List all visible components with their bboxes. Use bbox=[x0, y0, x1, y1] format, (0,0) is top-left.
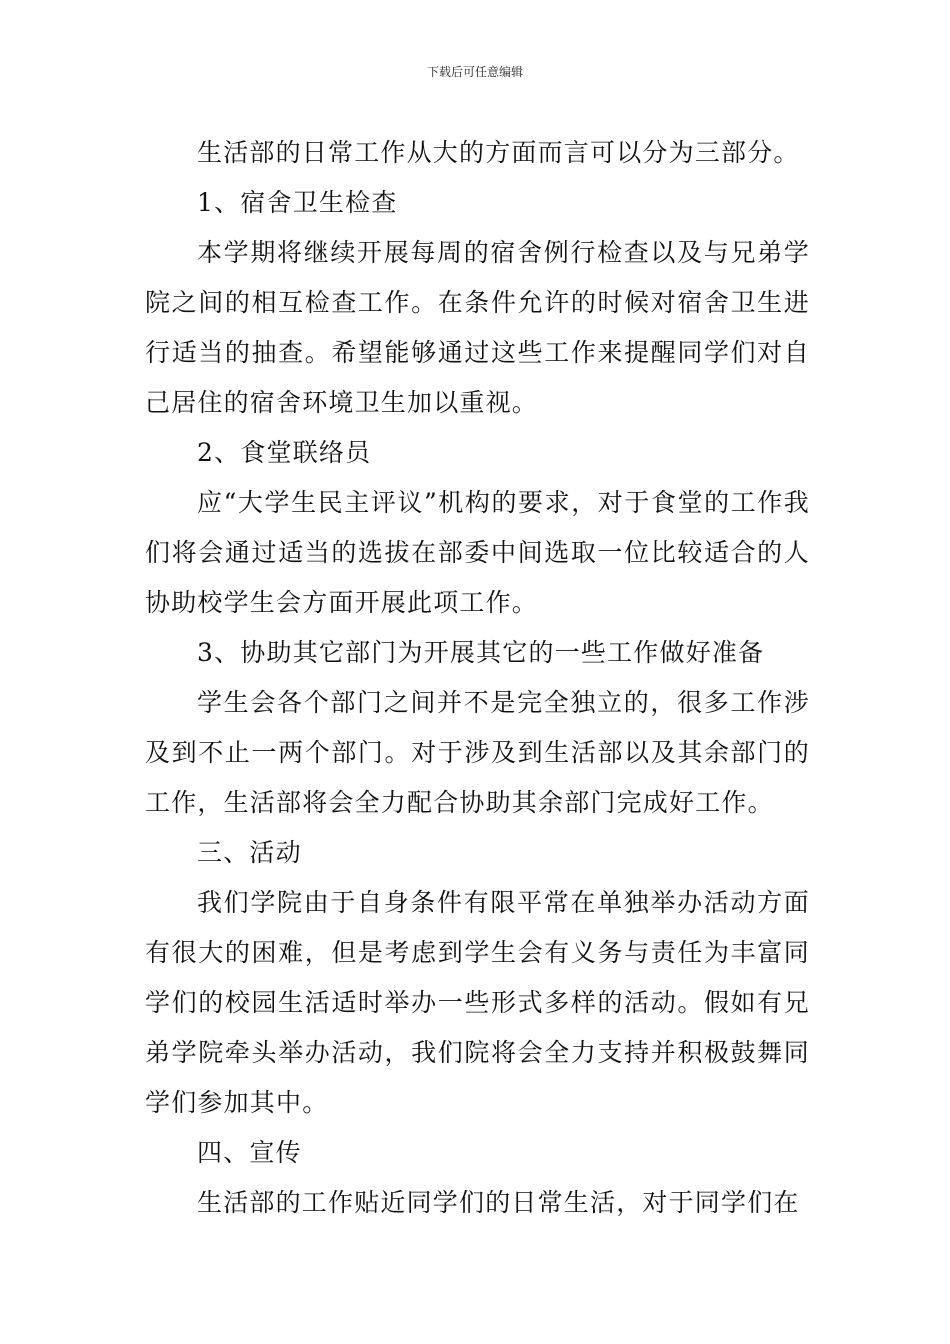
document-body bbox=[145, 128, 810, 1228]
section-heading-assist-departments: 3、协助其它部门为开展其它的一些工作做好准备 bbox=[197, 638, 765, 667]
paragraph-publicity: 生活部的工作贴近同学们的日常生活，对于同学们在 bbox=[197, 1188, 800, 1217]
page-header: 下载后可任意编辑 bbox=[426, 65, 523, 79]
section-heading-publicity: 四、宣传 bbox=[197, 1138, 302, 1167]
paragraph-activities: 我们学院由于自身条件有限平常在单独举办活动方面有很大的困难，但是考虑到学生会有义务与责任为丰富同学们的校园生活适时举办一些形式多样的活动。假如有兄弟学院牵头举办活动，我们院将会全力支持并积极鼓舞同学们参加其中。 bbox=[145, 888, 810, 1117]
paragraph-canteen-liaison: 应“大学生民主评议”机构的要求，对于食堂的工作我们将会通过适当的选拔在部委中间选取一位比较适合的人协助校学生会方面开展此项工作。 bbox=[145, 488, 810, 617]
section-heading-activities: 三、活动 bbox=[197, 838, 302, 867]
paragraph-assist-departments: 学生会各个部门之间并不是完全独立的，很多工作涉及到不止一两个部门。对于涉及到生活部以及其余部门的工作，生活部将会全力配合协助其余部门完成好工作。 bbox=[145, 688, 810, 817]
paragraph-dorm-inspection: 本学期将继续开展每周的宿舍例行检查以及与兄弟学院之间的相互检查工作。在条件允许的时候对宿舍卫生进行适当的抽查。希望能够通过这些工作来提醒同学们对自己居住的宿舍环境卫生加以重视。 bbox=[145, 238, 810, 417]
section-heading-canteen-liaison: 2、食堂联络员 bbox=[197, 438, 372, 467]
paragraph-intro: 生活部的日常工作从大的方面而言可以分为三部分。 bbox=[197, 138, 800, 167]
section-heading-dorm-inspection: 1、宿舍卫生检查 bbox=[197, 188, 398, 217]
